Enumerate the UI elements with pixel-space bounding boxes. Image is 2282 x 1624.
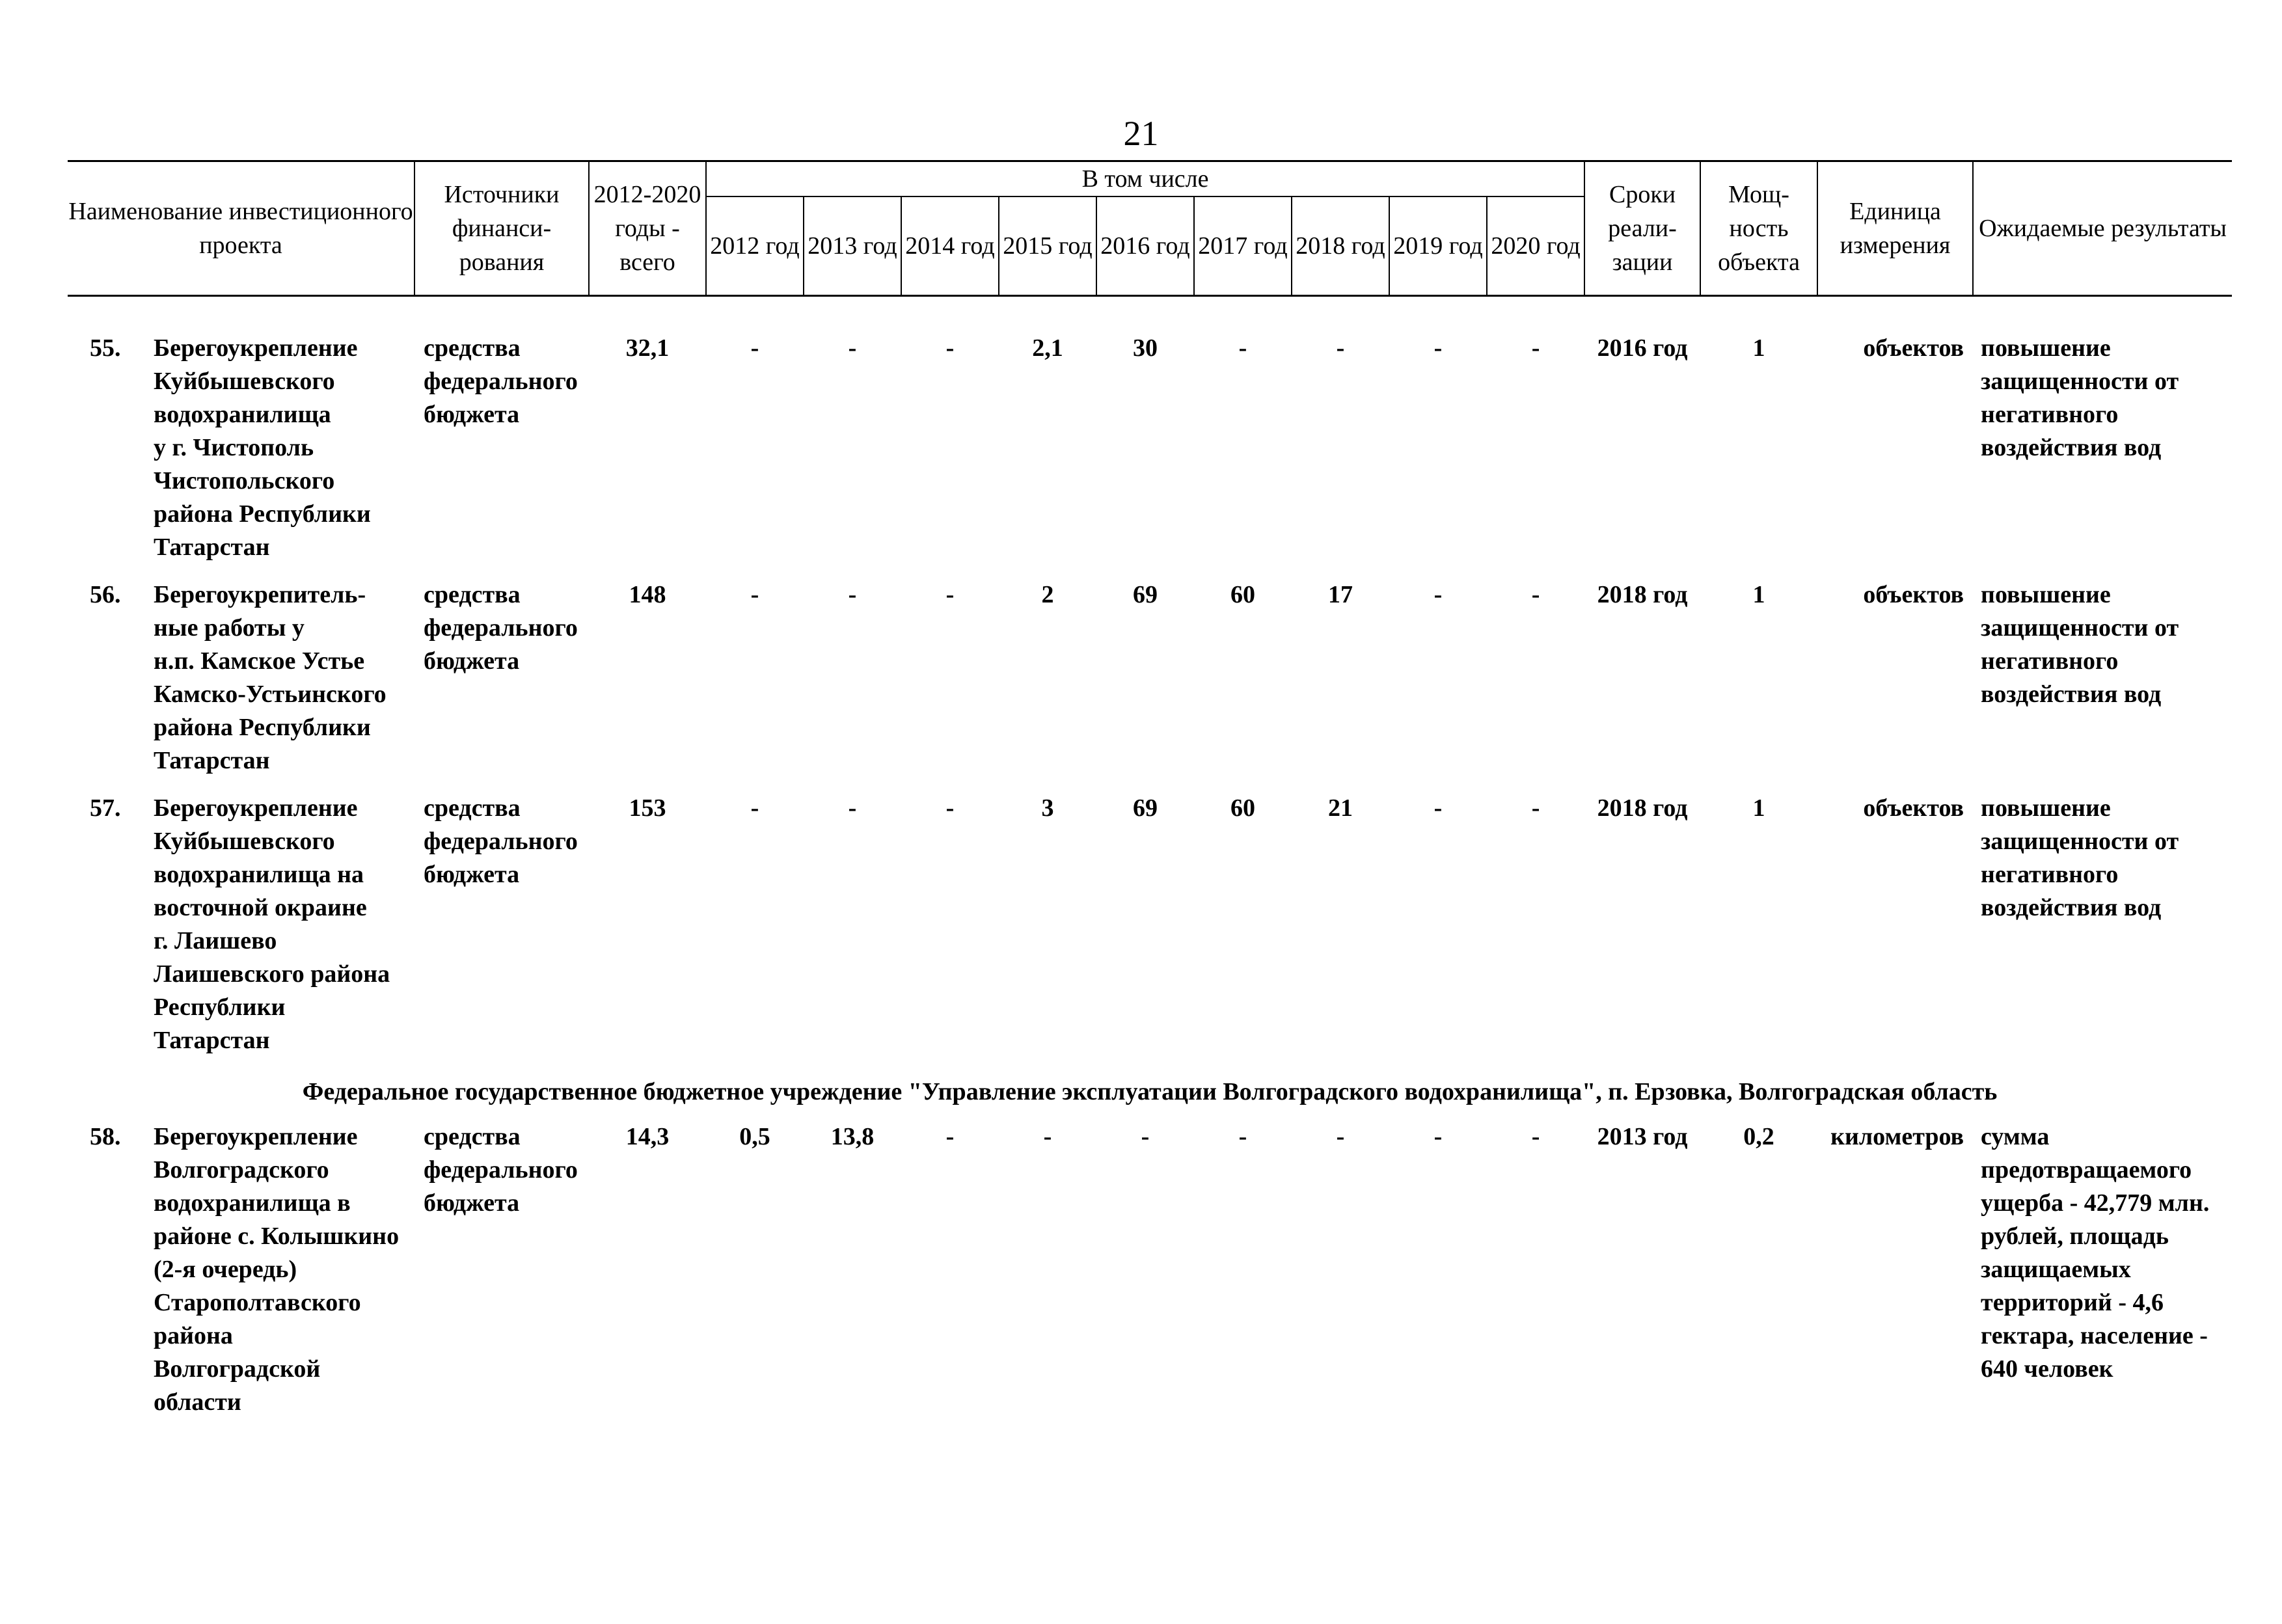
- capacity-value: 1: [1752, 794, 1765, 822]
- capacity-value: 0,2: [1743, 1123, 1774, 1150]
- header-capacity: Мощ-ность объекта: [1700, 161, 1817, 296]
- page-number: 21: [1123, 114, 1159, 153]
- table-row: [68, 332, 2232, 578]
- header-year: 2014 год: [901, 196, 999, 296]
- year-value: -: [1531, 1123, 1540, 1150]
- header-source: Источники финанси-рования: [414, 161, 589, 296]
- year-value: -: [945, 794, 955, 822]
- expected-results: повышение защищенности от негативного воздействия вод: [1981, 581, 2179, 708]
- expected-results: повышение защищенности от негативного воздействия вод: [1981, 334, 2179, 461]
- total-value: 153: [629, 794, 666, 822]
- year-value: -: [1433, 581, 1443, 608]
- project-name-cell: [68, 1120, 414, 1433]
- year-value: -: [848, 334, 857, 362]
- year-value: -: [750, 581, 759, 608]
- year-value: -: [848, 581, 857, 608]
- year-value: 69: [1133, 581, 1158, 608]
- header-year: 2013 год: [804, 196, 901, 296]
- year-value: 60: [1230, 581, 1255, 608]
- year-value: 2,1: [1032, 334, 1063, 362]
- header-year: 2012 год: [706, 196, 804, 296]
- row-number: 55.: [90, 334, 121, 362]
- table-row: [68, 1120, 2232, 1433]
- year-value: 17: [1328, 581, 1353, 608]
- row-number: 57.: [90, 794, 121, 822]
- unit-value: километров: [1830, 1123, 1964, 1150]
- year-value: -: [1531, 334, 1540, 362]
- year-value: -: [1141, 1123, 1150, 1150]
- year-value: 21: [1328, 794, 1353, 822]
- implementation-term: 2018 год: [1597, 794, 1688, 822]
- year-value: 69: [1133, 794, 1158, 822]
- capacity-value: 1: [1752, 581, 1765, 608]
- header-results: Ожидаемые результаты: [1973, 161, 2232, 296]
- header-including: В том числе: [706, 161, 1584, 197]
- header-year: 2016 год: [1096, 196, 1194, 296]
- total-value: 14,3: [625, 1123, 670, 1150]
- unit-value: объектов: [1863, 794, 1964, 822]
- year-value: 30: [1133, 334, 1158, 362]
- project-name: Берегоукрепление Волгоградского водохранилища в районе с. Колышкино (2-я очередь) Старополтавского района Волгоградской области: [154, 1123, 400, 1416]
- expected-results: повышение защищенности от негативного воздействия вод: [1981, 794, 2179, 921]
- capacity-value: 1: [1752, 334, 1765, 362]
- funding-source: средства федерального бюджета: [424, 334, 578, 428]
- year-value: 60: [1230, 794, 1255, 822]
- year-value: -: [750, 334, 759, 362]
- total-value: 148: [629, 581, 666, 608]
- project-name: Берегоукрепление Куйбышевского водохранилища на восточной окраине г. Лаишево Лаишевского района Республики Татарстан: [154, 794, 390, 1054]
- year-value: -: [750, 794, 759, 822]
- year-value: -: [848, 794, 857, 822]
- table-row: [68, 792, 2232, 1072]
- funding-source: средства федерального бюджета: [424, 581, 578, 675]
- project-name-cell: [68, 578, 414, 792]
- header-total: 2012-2020 годы - всего: [589, 161, 706, 296]
- year-value: -: [1238, 1123, 1247, 1150]
- header-term: Сроки реали-зации: [1584, 161, 1700, 296]
- year-value: -: [1336, 334, 1345, 362]
- implementation-term: 2018 год: [1597, 581, 1688, 608]
- header-year: 2020 год: [1487, 196, 1584, 296]
- funding-source: средства федерального бюджета: [424, 1123, 578, 1217]
- unit-value: объектов: [1863, 581, 1964, 608]
- unit-value: объектов: [1863, 334, 1964, 362]
- row-number: 56.: [90, 581, 121, 608]
- project-name: Берегоукрепление Куйбышевского водохранилища у г. Чистополь Чистопольского района Республики Татарстан: [154, 334, 371, 561]
- section-row: [68, 1072, 2232, 1120]
- header-year: 2017 год: [1194, 196, 1292, 296]
- year-value: -: [945, 1123, 955, 1150]
- implementation-term: 2013 год: [1597, 1123, 1688, 1150]
- project-name-cell: [68, 792, 414, 1072]
- row-number: 58.: [90, 1123, 121, 1150]
- year-value: -: [1433, 794, 1443, 822]
- table-header: [68, 161, 2232, 296]
- project-name: Берегоукрепитель- ные работы у н.п. Камское Устье Камско-Устьинского района Республики Татарстан: [154, 581, 387, 774]
- year-value: 2: [1041, 581, 1054, 608]
- header-year: 2019 год: [1389, 196, 1487, 296]
- implementation-term: 2016 год: [1597, 334, 1688, 362]
- year-value: -: [1433, 334, 1443, 362]
- project-name-cell: [68, 332, 414, 578]
- header-unit: Единица измерения: [1817, 161, 1973, 296]
- year-value: -: [945, 581, 955, 608]
- header-name: Наименование инвестиционного проекта: [68, 161, 414, 296]
- total-value: 32,1: [625, 334, 670, 362]
- funding-source: средства федерального бюджета: [424, 794, 578, 888]
- header-year: 2015 год: [999, 196, 1096, 296]
- year-value: -: [1238, 334, 1247, 362]
- year-value: -: [1531, 794, 1540, 822]
- year-value: 13,8: [830, 1123, 875, 1150]
- year-value: -: [945, 334, 955, 362]
- header-year: 2018 год: [1292, 196, 1389, 296]
- year-value: 3: [1041, 794, 1054, 822]
- investment-projects-table: [68, 160, 2232, 1433]
- table-body: [68, 296, 2232, 1434]
- year-value: -: [1433, 1123, 1443, 1150]
- year-value: -: [1336, 1123, 1345, 1150]
- year-value: -: [1531, 581, 1540, 608]
- expected-results: сумма предотвращаемого ущерба - 42,779 млн. рублей, площадь защищаемых территорий - 4,6 гектара, население - 640 человек: [1981, 1123, 2210, 1383]
- year-value: 0,5: [739, 1123, 770, 1150]
- section-title: Федеральное государственное бюджетное учреждение "Управление эксплуатации Волгоградского водохранилища", п. Ерзовка, Волгоградская область: [302, 1078, 1998, 1105]
- year-value: -: [1043, 1123, 1052, 1150]
- table-row: [68, 578, 2232, 792]
